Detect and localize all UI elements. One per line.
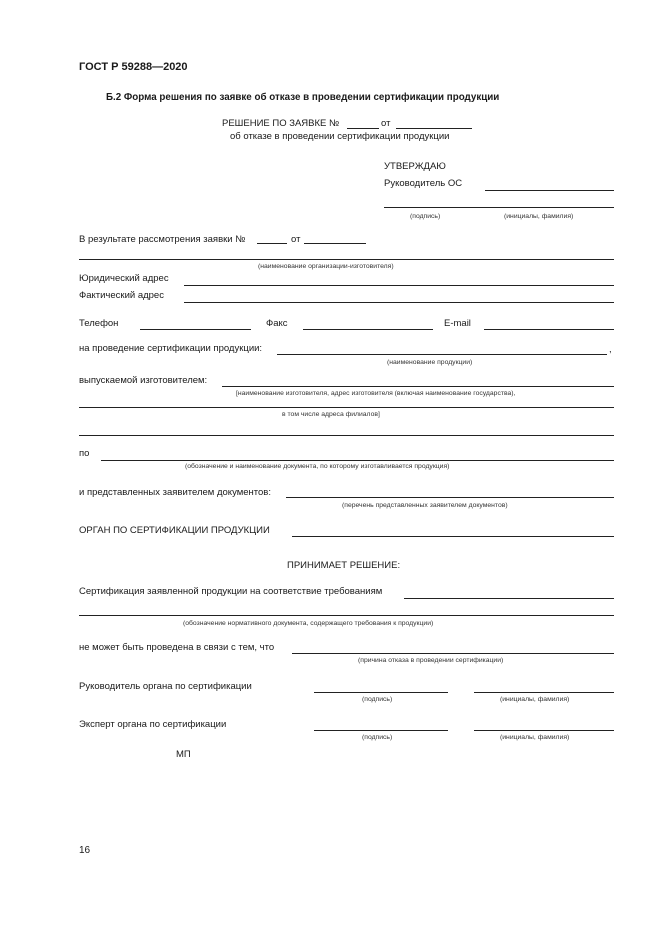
produced-by-label: выпускаемой изготовителем: (79, 375, 208, 386)
expert-initials-caption: (инициалы, фамилия) (500, 734, 570, 741)
compliance-line (404, 598, 614, 599)
head-signature-caption: (подпись) (362, 696, 393, 703)
head-os-label: Руководитель ОС (384, 178, 463, 189)
document-line (101, 460, 614, 461)
expert-initials-line (474, 730, 614, 731)
expert-signature-caption: (подпись) (362, 734, 393, 741)
product-name-caption: (наименование продукции) (387, 359, 473, 366)
review-from: от (291, 234, 301, 245)
review-date-line (304, 243, 366, 244)
decision-heading: ПРИНИМАЕТ РЕШЕНИЕ: (287, 560, 401, 571)
page-number: 16 (79, 845, 91, 856)
email-line (484, 329, 614, 330)
review-number-line (257, 243, 287, 244)
normative-caption: (обозначение нормативного документа, содержащего требования к продукции) (183, 620, 434, 627)
manufacturer-line (222, 386, 614, 387)
approval-initials-caption: (инициалы, фамилия) (504, 213, 574, 220)
cert-for-label: на проведение сертификации продукции: (79, 343, 263, 354)
approval-signature-line (384, 207, 614, 208)
normative-line (79, 615, 614, 616)
cannot-be-label: не может быть проведена в связи с тем, что (79, 642, 275, 653)
approval-signature-caption: (подпись) (410, 213, 441, 220)
submitted-docs-label: и представленных заявителем документов: (79, 487, 271, 498)
compliance-label: Сертификация заявленной продукции на соответствие требованиям (79, 586, 383, 597)
document-caption: (обозначение и наименование документа, по которому изготавливается продукция) (185, 463, 450, 470)
application-number-line (347, 128, 379, 129)
head-initials-line (474, 692, 614, 693)
manufacturer-caption: [наименование изготовителя, адрес изготовителя (включая наименование государства), (236, 390, 516, 397)
legal-address-line (184, 285, 614, 286)
application-date-line (396, 128, 472, 129)
submitted-docs-line (286, 497, 614, 498)
document-code: ГОСТ Р 59288—2020 (79, 61, 188, 73)
by-label: по (79, 448, 90, 459)
legal-address-label: Юридический адрес (79, 273, 169, 284)
expert-signature-label: Эксперт органа по сертификации (79, 719, 227, 730)
org-name-line (79, 259, 614, 260)
phone-label: Телефон (79, 318, 119, 329)
phone-line (140, 329, 251, 330)
fax-label: Факс (266, 318, 288, 329)
review-prefix: В результате рассмотрения заявки № (79, 234, 246, 245)
stamp-label: МП (176, 749, 191, 760)
manufacturer-line-2 (79, 407, 614, 408)
head-signature-label: Руководитель органа по сертификации (79, 681, 252, 692)
email-label: E-mail (444, 318, 471, 329)
form-title-line1-b: от (381, 118, 391, 129)
reason-caption: (причина отказа в проведении сертификации) (358, 657, 504, 664)
head-os-line (485, 190, 614, 191)
submitted-docs-caption: (перечень представленных заявителем документов) (342, 502, 508, 509)
org-name-caption: (наименование организации-изготовителя) (258, 263, 394, 270)
cert-body-label: ОРГАН ПО СЕРТИФИКАЦИИ ПРОДУКЦИИ (79, 525, 270, 536)
product-name-line (277, 354, 607, 355)
head-initials-caption: (инициалы, фамилия) (500, 696, 570, 703)
approve-label: УТВЕРЖДАЮ (384, 161, 446, 172)
actual-address-line (184, 302, 614, 303)
cert-body-line (292, 536, 614, 537)
fax-line (303, 329, 433, 330)
section-title: Б.2 Форма решения по заявке об отказе в проведении сертификации продукции (106, 92, 500, 103)
head-signature-line (314, 692, 448, 693)
form-title-line2: об отказе в проведении сертификации продукции (230, 131, 450, 142)
reason-line (292, 653, 614, 654)
branches-caption: в том числе адреса филиалов] (282, 411, 380, 418)
manufacturer-line-3 (79, 435, 614, 436)
comma: , (609, 344, 612, 355)
expert-signature-line (314, 730, 448, 731)
form-title-line1-a: РЕШЕНИЕ ПО ЗАЯВКЕ № (222, 118, 340, 129)
actual-address-label: Фактический адрес (79, 290, 164, 301)
